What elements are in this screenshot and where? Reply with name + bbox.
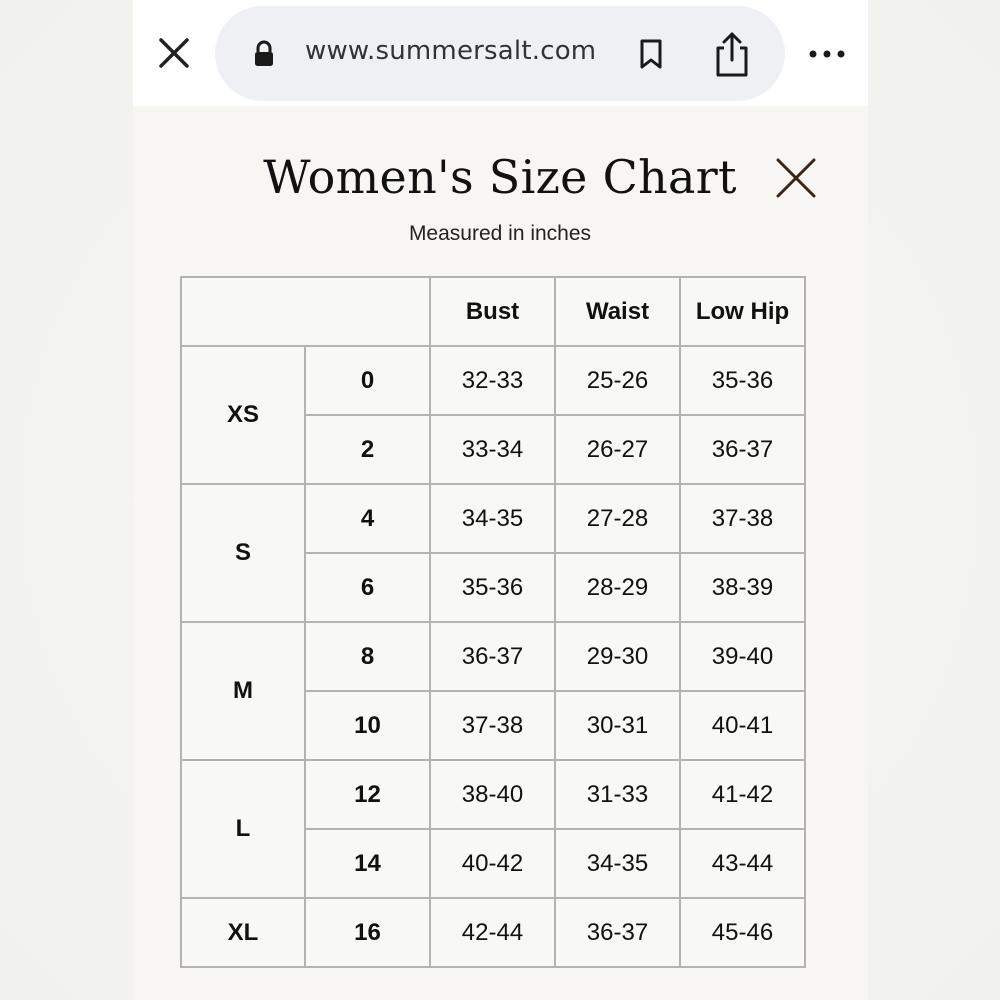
waist-value: 31-33 [555,760,680,829]
url-text[interactable]: www.summersalt.com [305,36,597,66]
waist-value: 25-26 [555,346,680,415]
bust-value: 40-42 [430,829,555,898]
numeric-size: 14 [305,829,430,898]
header-blank [181,277,430,346]
hip-value: 37-38 [680,484,805,553]
numeric-size: 12 [305,760,430,829]
close-icon[interactable] [153,32,195,74]
size-label: XS [181,346,305,484]
table-row [181,760,805,829]
hip-value: 36-37 [680,415,805,484]
table-row [181,898,805,967]
header-waist: Waist [555,277,680,346]
size-label: S [181,484,305,622]
modal-close-icon[interactable] [774,156,818,200]
bust-value: 37-38 [430,691,555,760]
numeric-size: 0 [305,346,430,415]
hip-value: 41-42 [680,760,805,829]
table-row [181,622,805,691]
table-row [181,484,805,553]
bust-value: 38-40 [430,760,555,829]
hip-value: 38-39 [680,553,805,622]
size-label: M [181,622,305,760]
bust-value: 34-35 [430,484,555,553]
waist-value: 27-28 [555,484,680,553]
waist-value: 28-29 [555,553,680,622]
table-row [181,346,805,415]
size-label: L [181,760,305,898]
bookmark-icon[interactable] [638,38,664,70]
size-label: XL [181,898,305,967]
waist-value: 29-30 [555,622,680,691]
hip-value: 39-40 [680,622,805,691]
size-chart-table [180,276,806,968]
hip-value: 35-36 [680,346,805,415]
hip-value: 45-46 [680,898,805,967]
numeric-size: 6 [305,553,430,622]
bust-value: 42-44 [430,898,555,967]
bust-value: 33-34 [430,415,555,484]
waist-value: 36-37 [555,898,680,967]
table-header-row [181,277,805,346]
hip-value: 40-41 [680,691,805,760]
numeric-size: 4 [305,484,430,553]
header-bust: Bust [430,277,555,346]
more-icon[interactable] [808,44,846,64]
numeric-size: 2 [305,415,430,484]
waist-value: 30-31 [555,691,680,760]
waist-value: 26-27 [555,415,680,484]
lock-icon [253,40,275,68]
modal-title: Women's Size Chart [263,150,737,204]
share-icon[interactable] [712,30,752,78]
modal-subtitle: Measured in inches [408,222,592,245]
bust-value: 36-37 [430,622,555,691]
hip-value: 43-44 [680,829,805,898]
bust-value: 32-33 [430,346,555,415]
numeric-size: 10 [305,691,430,760]
numeric-size: 8 [305,622,430,691]
bust-value: 35-36 [430,553,555,622]
waist-value: 34-35 [555,829,680,898]
numeric-size: 16 [305,898,430,967]
header-low-hip: Low Hip [680,277,805,346]
